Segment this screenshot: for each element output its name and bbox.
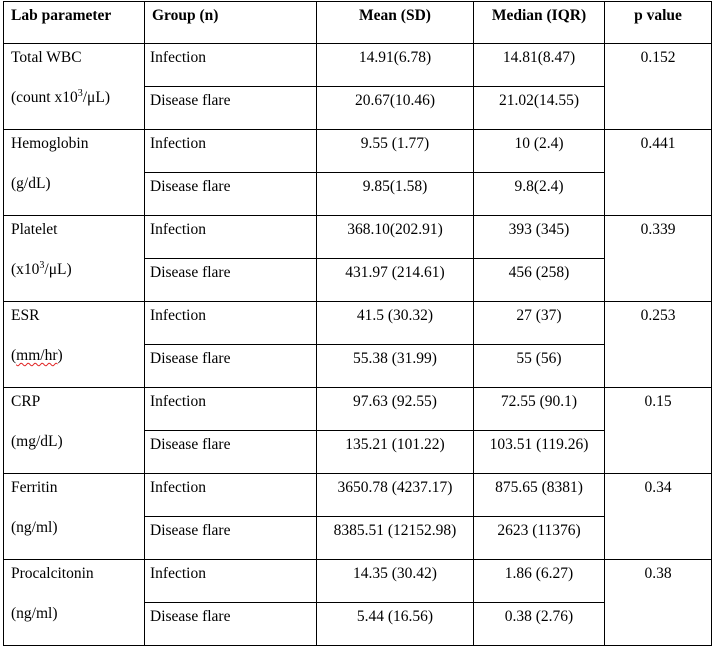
param-name: Hemoglobin [11,135,89,152]
p-value-cell: 0.38 [605,560,712,646]
param-cell-crp [4,388,145,474]
lab-parameters-table [3,1,712,646]
median-cell: 0.38 (2.76) [474,603,605,646]
median-cell: 72.55 (90.1) [474,388,605,431]
median-cell: 103.51 (119.26) [474,431,605,474]
mean-cell: 135.21 (101.22) [317,431,474,474]
mean-cell: 9.55 (1.77) [317,130,474,173]
mean-cell: 14.91(6.78) [317,44,474,87]
param-unit: (count $x10^3/\mu L$) [11,87,110,106]
param-name: CRP [11,393,41,410]
param-unit: (mm/hr) [11,347,63,364]
param-name: Ferritin [11,479,58,496]
param-name: Total WBC [11,49,82,66]
group-cell: Disease flare [145,173,317,216]
mean-cell: 9.85(1.58) [317,173,474,216]
mean-cell: 3650.78 (4237.17) [317,474,474,517]
param-cell-ferritin [4,474,145,560]
group-cell: Disease flare [145,259,317,302]
mean-cell: 431.97 (214.61) [317,259,474,302]
mean-cell: 8385.51 (12152.98) [317,517,474,560]
p-value-cell: 0.34 [605,474,712,560]
param-unit: (ng/ml) [11,605,58,622]
table-row [4,388,712,431]
median-cell: 55 (56) [474,345,605,388]
param-cell-total-wbc [4,44,145,130]
group-cell: Infection [145,44,317,87]
param-cell-esr [4,302,145,388]
p-value-cell: 0.253 [605,302,712,388]
mean-cell: 97.63 (92.55) [317,388,474,431]
table-row [4,216,712,259]
median-cell: 456 (258) [474,259,605,302]
group-cell: Disease flare [145,87,317,130]
median-cell: 27 (37) [474,302,605,345]
group-cell: Infection [145,130,317,173]
p-value-cell: 0.15 [605,388,712,474]
table-row [4,302,712,345]
median-cell: 10 (2.4) [474,130,605,173]
param-name: Platelet [11,221,58,238]
param-unit: (ng/ml) [11,519,58,536]
median-cell: 875.65 (8381) [474,474,605,517]
header-median-iqr: Median (IQR) [474,2,605,44]
median-cell: 21.02(14.55) [474,87,605,130]
p-value-cell: 0.152 [605,44,712,130]
mean-cell: 5.44 (16.56) [317,603,474,646]
median-cell: 9.8(2.4) [474,173,605,216]
header-group: Group (n) [145,2,317,44]
group-cell: Disease flare [145,345,317,388]
param-cell-hemoglobin [4,130,145,216]
group-cell: Infection [145,216,317,259]
group-cell: Infection [145,560,317,603]
median-cell: 1.86 (6.27) [474,560,605,603]
table-row [4,130,712,173]
mean-cell: 41.5 (30.32) [317,302,474,345]
spellcheck-flag: mm/hr [16,347,58,364]
header-mean-sd: Mean (SD) [317,2,474,44]
param-unit: (g/dL) [11,175,51,192]
param-unit: (mg/dL) [11,433,63,450]
group-cell: Disease flare [145,603,317,646]
table-row [4,474,712,517]
group-cell: Infection [145,474,317,517]
header-p-value: p value [605,2,712,44]
table-row [4,44,712,87]
group-cell: Disease flare [145,431,317,474]
param-cell-procalcitonin [4,560,145,646]
p-value-cell: 0.441 [605,130,712,216]
median-cell: 393 (345) [474,216,605,259]
group-cell: Infection [145,388,317,431]
median-cell: 2623 (11376) [474,517,605,560]
param-unit: $(x10^3/\mu L)$ [11,259,72,278]
param-name: Procalcitonin [11,565,94,582]
param-cell-platelet [4,216,145,302]
p-value-cell: 0.339 [605,216,712,302]
header-row [4,2,712,44]
median-cell: 14.81(8.47) [474,44,605,87]
header-lab-parameter: Lab parameter [4,2,145,44]
mean-cell: 14.35 (30.42) [317,560,474,603]
mean-cell: 368.10(202.91) [317,216,474,259]
mean-cell: 20.67(10.46) [317,87,474,130]
mean-cell: 55.38 (31.99) [317,345,474,388]
group-cell: Infection [145,302,317,345]
table-row [4,560,712,603]
param-name: ESR [11,307,40,324]
group-cell: Disease flare [145,517,317,560]
